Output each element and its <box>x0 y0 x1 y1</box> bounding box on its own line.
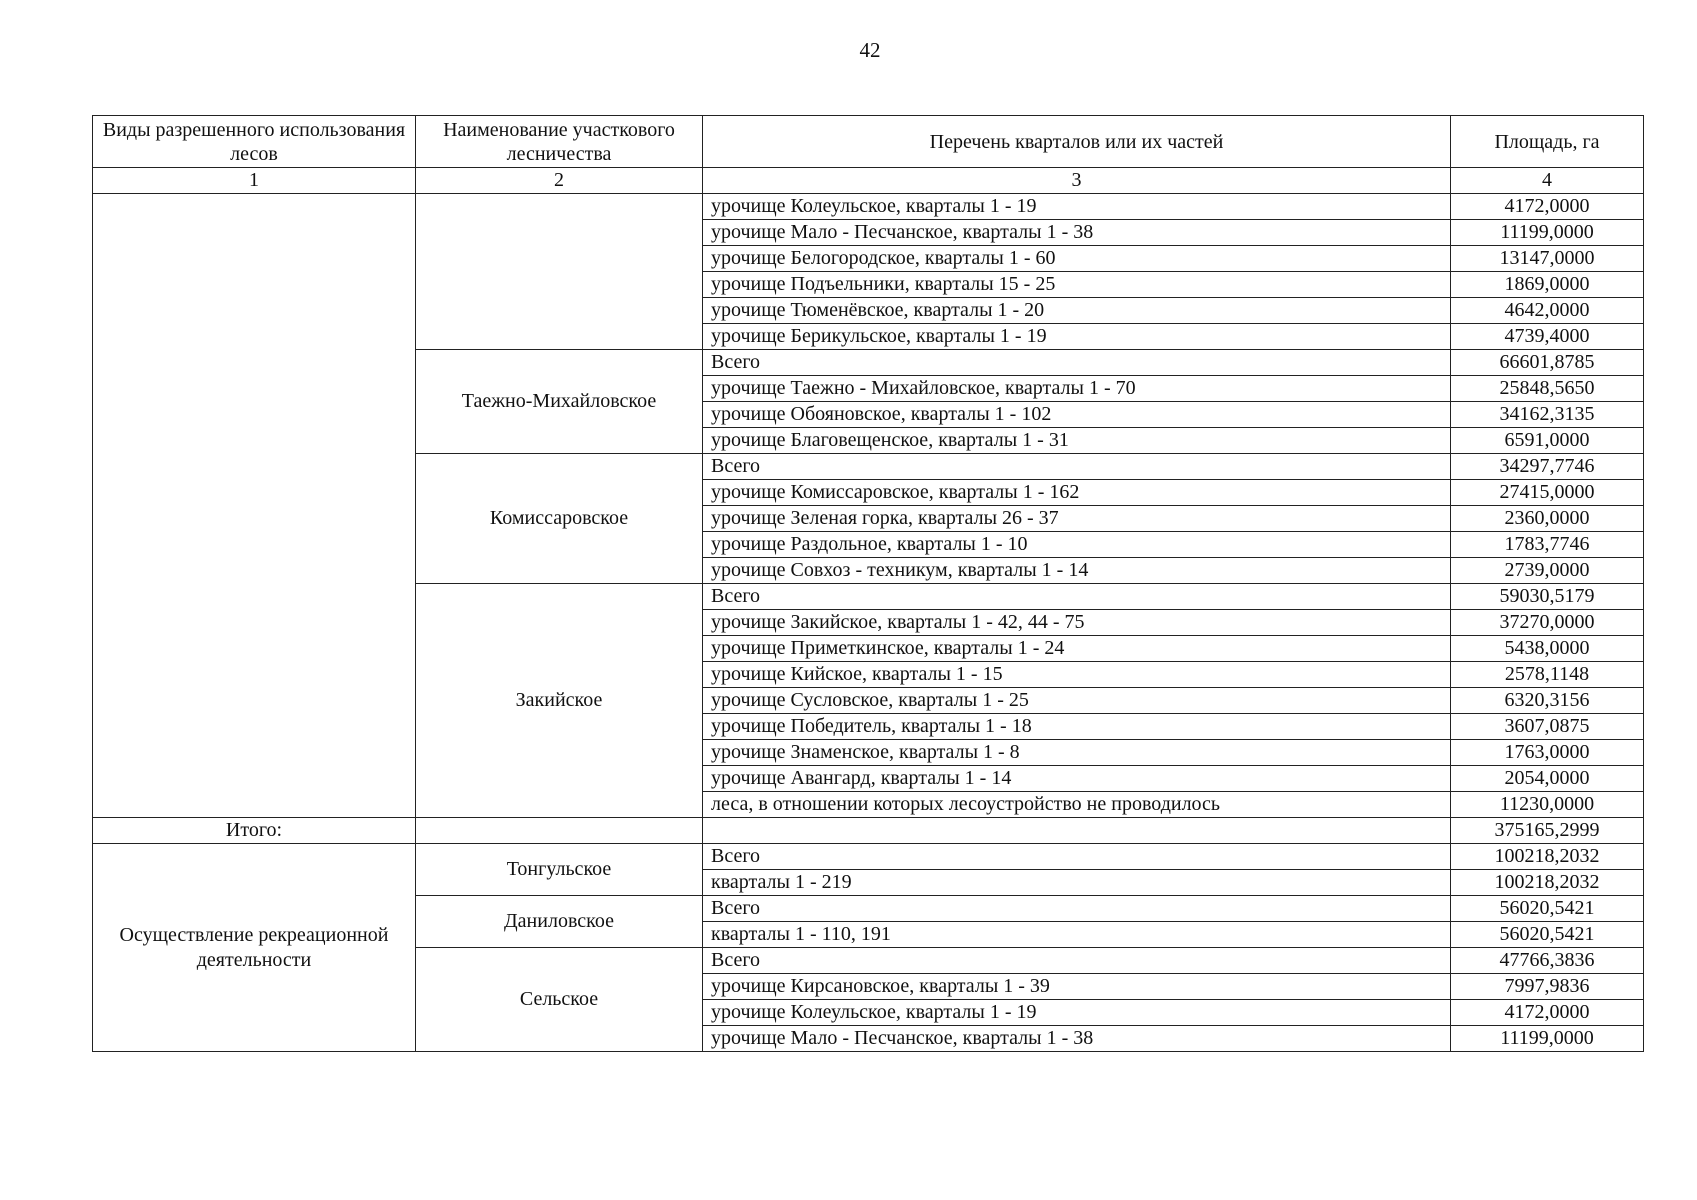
forestry-name-cell <box>416 194 703 350</box>
area-cell: 37270,0000 <box>1451 610 1644 636</box>
page-number: 42 <box>859 38 881 62</box>
quarters-cell: Всего <box>703 454 1451 480</box>
area-cell: 6320,3156 <box>1451 688 1644 714</box>
quarters-cell: урочище Совхоз - техникум, кварталы 1 - 14 <box>703 558 1451 584</box>
area-cell: 1783,7746 <box>1451 532 1644 558</box>
quarters-cell: урочище Белогородское, кварталы 1 - 60 <box>703 246 1451 272</box>
table-row <box>93 844 1644 870</box>
area-cell: 34162,3135 <box>1451 402 1644 428</box>
usage-type-recreation: Осуществление рекреационной деятельности <box>93 844 416 1052</box>
area-cell: 34297,7746 <box>1451 454 1644 480</box>
quarters-cell: Всего <box>703 584 1451 610</box>
column-number: 2 <box>416 168 703 194</box>
area-cell: 11199,0000 <box>1451 1026 1644 1052</box>
area-cell: 2054,0000 <box>1451 766 1644 792</box>
quarters-cell: урочище Кийское, кварталы 1 - 15 <box>703 662 1451 688</box>
area-cell: 2739,0000 <box>1451 558 1644 584</box>
area-cell: 5438,0000 <box>1451 636 1644 662</box>
header-col-usage-type: Виды разрешенного использования лесов <box>93 116 416 168</box>
quarters-cell: урочище Знаменское, кварталы 1 - 8 <box>703 740 1451 766</box>
header-col-forestry-name: Наименование участкового лесничества <box>416 116 703 168</box>
forestry-name-cell: Сельское <box>416 948 703 1052</box>
quarters-cell: урочище Обояновское, кварталы 1 - 102 <box>703 402 1451 428</box>
quarters-cell: урочище Берикульское, кварталы 1 - 19 <box>703 324 1451 350</box>
area-cell: 6591,0000 <box>1451 428 1644 454</box>
quarters-cell: Всего <box>703 844 1451 870</box>
area-cell: 4172,0000 <box>1451 194 1644 220</box>
forestry-name-cell: Даниловское <box>416 896 703 948</box>
area-cell: 4642,0000 <box>1451 298 1644 324</box>
empty-cell <box>703 818 1451 844</box>
header-col-quarters-list: Перечень кварталов или их частей <box>703 116 1451 168</box>
area-cell: 100218,2032 <box>1451 844 1644 870</box>
forestry-name-cell: Комиссаровское <box>416 454 703 584</box>
usage-type-cell <box>93 194 416 818</box>
area-cell: 11199,0000 <box>1451 220 1644 246</box>
total-row <box>93 818 1644 844</box>
quarters-cell: урочище Тюменёвское, кварталы 1 - 20 <box>703 298 1451 324</box>
area-cell: 3607,0875 <box>1451 714 1644 740</box>
area-cell: 1763,0000 <box>1451 740 1644 766</box>
area-cell: 13147,0000 <box>1451 246 1644 272</box>
forestry-name-cell: Тонгульское <box>416 844 703 896</box>
column-number: 1 <box>93 168 416 194</box>
quarters-cell: урочище Кирсановское, кварталы 1 - 39 <box>703 974 1451 1000</box>
area-cell: 4739,4000 <box>1451 324 1644 350</box>
quarters-cell: урочище Сусловское, кварталы 1 - 25 <box>703 688 1451 714</box>
area-cell: 47766,3836 <box>1451 948 1644 974</box>
quarters-cell: Всего <box>703 896 1451 922</box>
column-number: 4 <box>1451 168 1644 194</box>
column-number-row <box>93 168 1644 194</box>
empty-cell <box>416 818 703 844</box>
area-cell: 25848,5650 <box>1451 376 1644 402</box>
quarters-cell: урочище Благовещенское, кварталы 1 - 31 <box>703 428 1451 454</box>
area-cell: 100218,2032 <box>1451 870 1644 896</box>
quarters-cell: леса, в отношении которых лесоустройство не проводилось <box>703 792 1451 818</box>
header-col-area: Площадь, га <box>1451 116 1644 168</box>
quarters-cell: кварталы 1 - 219 <box>703 870 1451 896</box>
forest-use-table <box>92 115 1644 1052</box>
quarters-cell: кварталы 1 - 110, 191 <box>703 922 1451 948</box>
quarters-cell: Всего <box>703 350 1451 376</box>
quarters-cell: урочище Мало - Песчанское, кварталы 1 - 38 <box>703 1026 1451 1052</box>
area-cell: 66601,8785 <box>1451 350 1644 376</box>
quarters-cell: урочище Авангард, кварталы 1 - 14 <box>703 766 1451 792</box>
area-cell: 27415,0000 <box>1451 480 1644 506</box>
header-row <box>93 116 1644 168</box>
area-cell: 1869,0000 <box>1451 272 1644 298</box>
quarters-cell: урочище Таежно - Михайловское, кварталы 1 - 70 <box>703 376 1451 402</box>
quarters-cell: урочище Закийское, кварталы 1 - 42, 44 - 75 <box>703 610 1451 636</box>
area-cell: 2360,0000 <box>1451 506 1644 532</box>
quarters-cell: урочище Колеульское, кварталы 1 - 19 <box>703 1000 1451 1026</box>
quarters-cell: урочище Приметкинское, кварталы 1 - 24 <box>703 636 1451 662</box>
quarters-cell: урочище Колеульское, кварталы 1 - 19 <box>703 194 1451 220</box>
quarters-cell: урочище Комиссаровское, кварталы 1 - 162 <box>703 480 1451 506</box>
quarters-cell: урочище Подъельники, кварталы 15 - 25 <box>703 272 1451 298</box>
quarters-cell: Всего <box>703 948 1451 974</box>
forestry-name-cell: Таежно-Михайловское <box>416 350 703 454</box>
area-cell: 59030,5179 <box>1451 584 1644 610</box>
quarters-cell: урочище Раздольное, кварталы 1 - 10 <box>703 532 1451 558</box>
quarters-cell: урочище Победитель, кварталы 1 - 18 <box>703 714 1451 740</box>
area-cell: 56020,5421 <box>1451 896 1644 922</box>
area-cell: 56020,5421 <box>1451 922 1644 948</box>
table-row <box>93 194 1644 220</box>
quarters-cell: урочище Зеленая горка, кварталы 26 - 37 <box>703 506 1451 532</box>
area-cell: 7997,9836 <box>1451 974 1644 1000</box>
total-label: Итого: <box>93 818 416 844</box>
area-cell: 11230,0000 <box>1451 792 1644 818</box>
column-number: 3 <box>703 168 1451 194</box>
forestry-name-cell: Закийское <box>416 584 703 818</box>
quarters-cell: урочище Мало - Песчанское, кварталы 1 - 38 <box>703 220 1451 246</box>
total-area: 375165,2999 <box>1451 818 1644 844</box>
area-cell: 4172,0000 <box>1451 1000 1644 1026</box>
area-cell: 2578,1148 <box>1451 662 1644 688</box>
